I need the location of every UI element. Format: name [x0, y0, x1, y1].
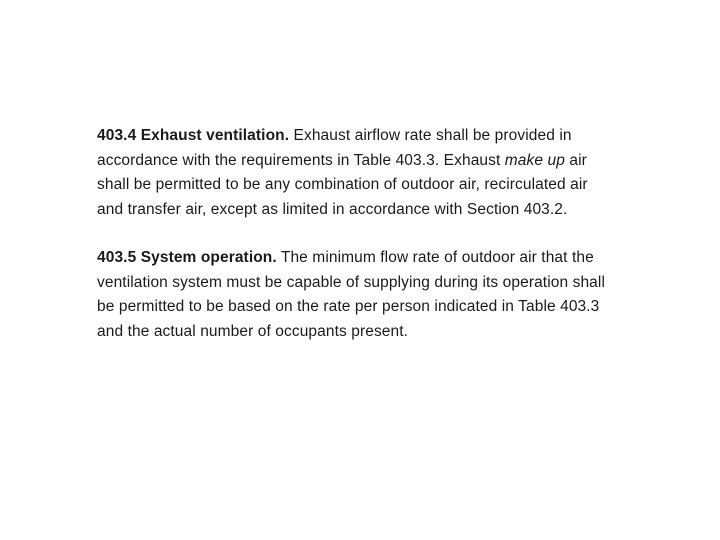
section-text-system-operation: The minimum flow rate of outdoor air that the ventilation system must be capable of supplying during its operation shall be permitted to be based on the rate per person indicated in Table 403.3 and the actual number of occupants present.: [97, 249, 605, 340]
section-exhaust-ventilation: [97, 124, 617, 222]
text-body: [97, 124, 617, 344]
section-text-exhaust-ventilation-part2: air shall be permitted to be any combination of outdoor air, recirculated air and transfer air, except as limited in accordance with Section 403.2.: [97, 151, 588, 218]
section-text-exhaust-ventilation-part1: Exhaust airflow rate shall be provided in accordance with the requirements in Table 403.3. Exhaust: [97, 127, 572, 169]
section-system-operation: [97, 246, 617, 344]
section-heading-exhaust-ventilation: 403.4 Exhaust ventilation.: [97, 127, 290, 144]
section-text-emphasis-make-up: make up: [504, 151, 565, 169]
section-heading-system-operation: 403.5 System operation.: [97, 249, 277, 266]
